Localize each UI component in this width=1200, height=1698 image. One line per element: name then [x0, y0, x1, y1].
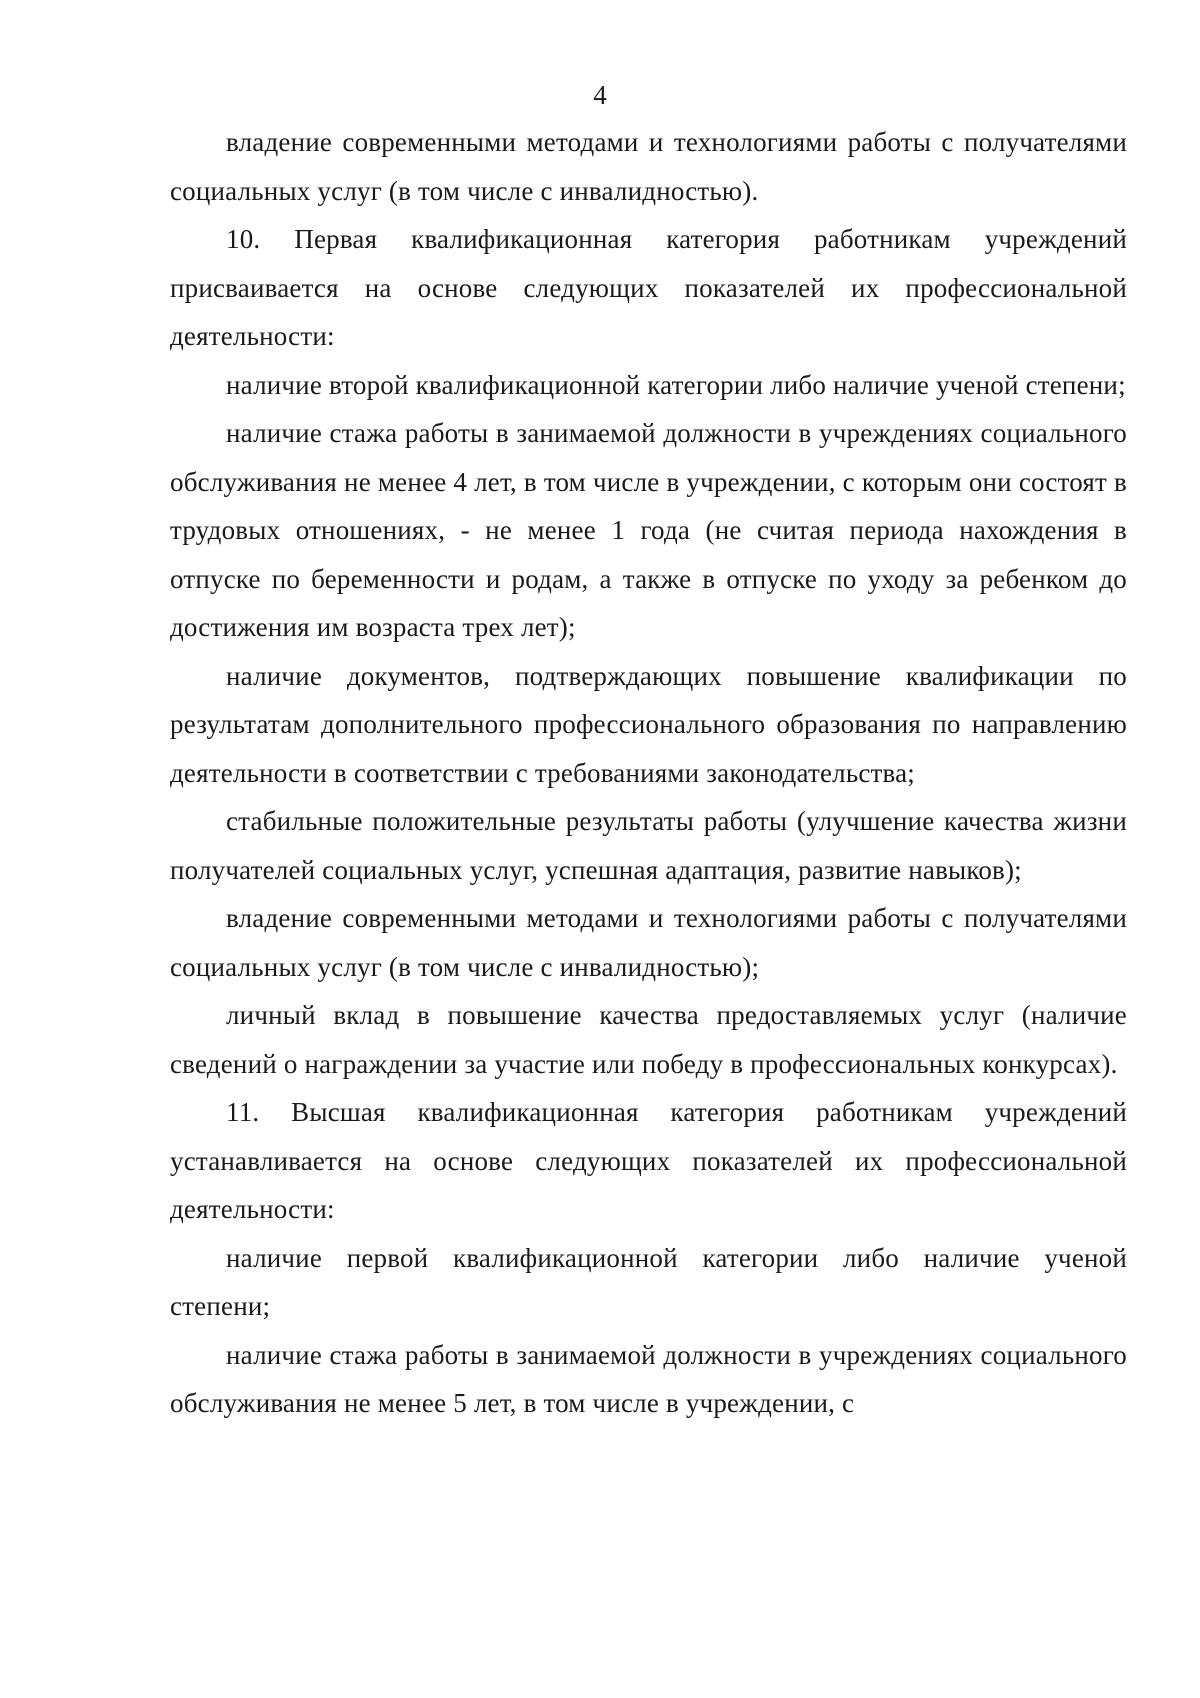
- paragraph-personal-contribution: личный вклад в повышение качества предоставляемых услуг (наличие сведений о награждении за участие или победу в профессиональных конкурсах).: [170, 1000, 1127, 1079]
- paragraph-work-experience-4-years: наличие стажа работы в занимаемой должности в учреждениях социального обслуживания не менее 4 лет, в том числе в учреждении, с которым они состоят в трудовых отношениях, - не менее 1 года (не считая периода нахождения в отпуске по беременности и родам, а также в отпуске по уходу за ребенком до достижения им возраста трех лет);: [170, 418, 1127, 642]
- paragraph-item-11-highest-category: 11. Высшая квалификационная категория работникам учреждений устанавливается на основе следующих показателей их профессиональной деятельности:: [170, 1097, 1127, 1224]
- paragraph-first-category-or-degree: наличие первой квалификационной категории либо наличие ученой степени;: [170, 1242, 1127, 1321]
- page-number: 4: [593, 80, 607, 110]
- document-body: [170, 118, 1127, 1428]
- paragraph-item-10-first-category: 10. Первая квалификационная категория работникам учреждений присваивается на основе следующих показателей их профессиональной деятельности:: [170, 224, 1127, 351]
- paragraph-modern-methods: владение современными методами и технологиями работы с получателями социальных услуг (в том числе с инвалидностью);: [170, 903, 1127, 982]
- paragraph-work-experience-5-years: наличие стажа работы в занимаемой должности в учреждениях социального обслуживания не менее 5 лет, в том числе в учреждении, с: [170, 1339, 1127, 1418]
- paragraph-second-category-or-degree: наличие второй квалификационной категории либо наличие ученой степени;: [226, 369, 1126, 400]
- paragraph-qualification-documents: наличие документов, подтверждающих повышение квалификации по результатам дополнительного профессионального образования по направлению деятельности в соответствии с требованиями законодательства;: [170, 660, 1127, 788]
- paragraph-stable-results: стабильные положительные результаты работы (улучшение качества жизни получателей социальных услуг, успешная адаптация, развитие навыков);: [170, 806, 1127, 885]
- paragraph-ownership-methods-continued: владение современными методами и технологиями работы с получателями социальных услуг (в том числе с инвалидностью).: [170, 127, 1127, 206]
